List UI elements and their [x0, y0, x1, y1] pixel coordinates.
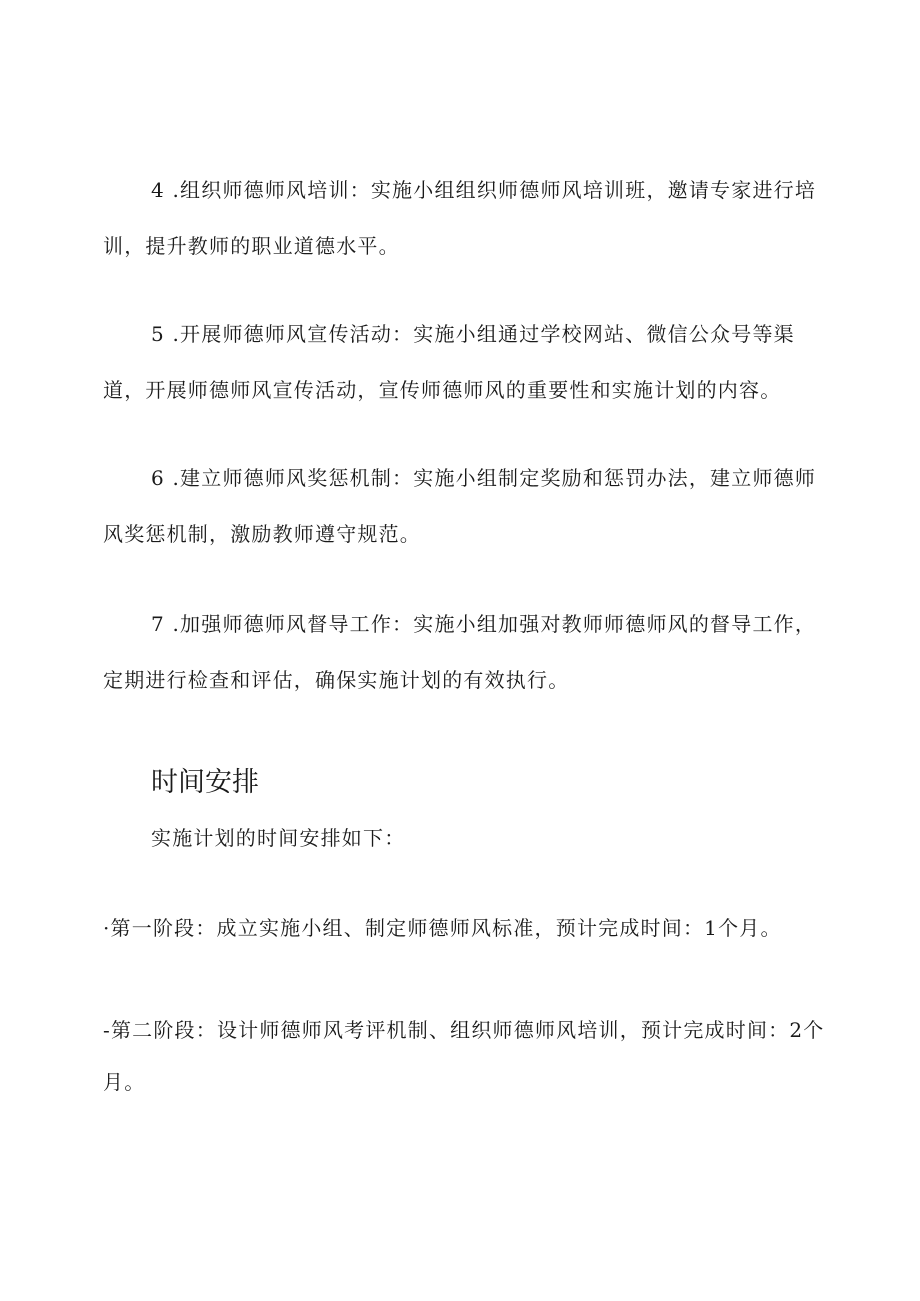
stage-item-1	[103, 902, 831, 954]
list-item-5-text: 5 .开展师德师风宣传活动：实施小组通过学校网站、微信公众号等渠道，开展师德师风宣传活动，宣传师德师风的重要性和实施计划的内容。	[103, 322, 795, 402]
stage-item-1-text: ·第一阶段：成立实施小组、制定师德师风标准，预计完成时间：1个月。	[103, 916, 782, 940]
list-item-4-text: 4 .组织师德师风培训：实施小组组织师德师风培训班，邀请专家进行培训，提升教师的职业道德水平。	[103, 178, 817, 258]
section-heading: 时间安排	[151, 767, 259, 798]
stage-item-2-text: -第二阶段：设计师德师风考评机制、组织师德师风培训，预计完成时间：2个月。	[103, 1018, 825, 1094]
list-item-6-text: 6 .建立师德师风奖惩机制：实施小组制定奖励和惩罚办法，建立师德师风奖惩机制，激励教师遵守规范。	[103, 466, 817, 546]
list-item-6	[103, 450, 831, 562]
section-intro: 实施计划的时间安排如下：	[151, 826, 406, 850]
stage-item-2	[103, 1004, 831, 1108]
list-item-7-text: 7 .加强师德师风督导工作：实施小组加强对教师师德师风的督导工作，定期进行检查和评估，确保实施计划的有效执行。	[103, 612, 817, 692]
list-item-7	[103, 596, 831, 708]
list-item-5	[103, 306, 831, 418]
list-item-4	[103, 162, 831, 274]
